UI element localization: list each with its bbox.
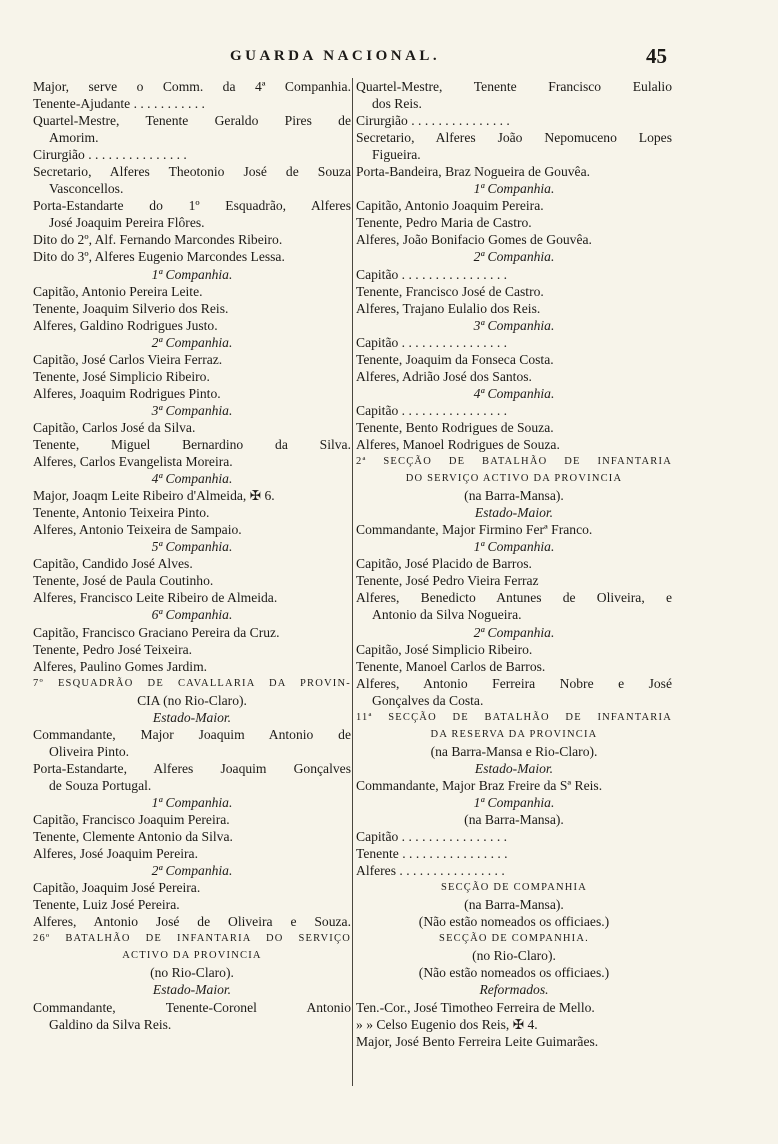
right-column-line: (na Barra-Mansa). xyxy=(464,812,564,828)
left-column-line: Porta-Estandarte do 1º Esquadrão, Alferes xyxy=(33,198,351,214)
right-column-line: SECÇÃO DE COMPANHIA. xyxy=(439,933,589,945)
left-column-line: Capitão, José Carlos Vieira Ferraz. xyxy=(33,351,223,367)
right-column-line: Alferes, Trajano Eulalio dos Reis. xyxy=(356,300,541,316)
page-number: 45 xyxy=(646,44,667,68)
left-column-line: Alferes, Francisco Leite Ribeiro de Almeida. xyxy=(33,590,278,606)
right-column-line: Commandante, Major Braz Freire da Sª Reis. xyxy=(356,777,603,793)
left-column-line: Cirurgião . . . . . . . . . . . . . . . xyxy=(33,147,187,163)
left-column-line: Capitão, Francisco Graciano Pereira da Cruz. xyxy=(33,624,280,640)
right-column-line: 1ª Companhia. xyxy=(473,539,555,555)
left-column-line: Alferes, Antonio José de Oliveira e Souza. xyxy=(33,914,351,930)
left-column-line: Alferes, Antonio Teixeira de Sampaio. xyxy=(33,522,242,538)
left-column-line: 1ª Companhia. xyxy=(151,794,233,810)
left-column-line: Major, Joaqm Leite Ribeiro d'Almeida, ✠ 6. xyxy=(33,488,275,504)
right-column-line: 3ª Companhia. xyxy=(473,317,555,333)
left-column-line: Capitão, Francisco Joaquim Pereira. xyxy=(33,812,230,828)
left-column-line: Dito do 3º, Alferes Eugenio Marcondes Lessa. xyxy=(33,249,285,265)
left-column-line: 2ª Companhia. xyxy=(151,334,233,350)
right-column-line: Alferes, Benedicto Antunes de Oliveira, e xyxy=(356,590,672,606)
left-column-line: Tenente-Ajudante . . . . . . . . . . . xyxy=(33,96,205,112)
left-column-line: Tenente, Pedro José Teixeira. xyxy=(33,641,193,657)
left-column-line: Commandante, Major Joaquim Antonio de xyxy=(33,726,351,742)
right-column xyxy=(352,78,672,1086)
right-column-line: Tenente, Bento Rodrigues de Souza. xyxy=(356,419,554,435)
left-column-line: Tenente, José Simplicio Ribeiro. xyxy=(33,368,210,384)
left-column-line: Tenente, Joaquim Silverio dos Reis. xyxy=(33,300,229,316)
left-column-line: Capitão, Joaquim José Pereira. xyxy=(33,880,201,896)
right-column-line: 1ª Companhia. xyxy=(473,181,555,197)
left-column-line: Quartel-Mestre, Tenente Geraldo Pires de xyxy=(33,113,351,129)
right-column-line: Quartel-Mestre, Tenente Francisco Eulalio xyxy=(356,79,672,94)
left-column-line: Tenente, Clemente Antonio da Silva. xyxy=(33,829,233,845)
right-column-line: Alferes, João Bonifacio Gomes de Gouvêa. xyxy=(356,232,592,248)
left-column-line: Major, serve o Comm. da 4ª Companhia. xyxy=(33,79,351,94)
left-column-line: Alferes, Joaquim Rodrigues Pinto. xyxy=(33,385,221,401)
right-column-line: Alferes, Antonio Ferreira Nobre e José xyxy=(356,675,672,691)
right-column-line: Porta-Bandeira, Braz Nogueira de Gouvêa. xyxy=(356,164,591,180)
left-column xyxy=(33,78,351,1033)
right-column-line: 11ª SECÇÃO DE BATALHÃO DE INFANTARIA xyxy=(356,711,672,723)
right-column-line: Capitão, José Simplicio Ribeiro. xyxy=(356,641,533,657)
left-column-line: Alferes, José Joaquim Pereira. xyxy=(33,846,198,862)
left-column-line: Dito do 2º, Alf. Fernando Marcondes Ribeiro. xyxy=(33,232,283,248)
left-column-line: 1ª Companhia. xyxy=(151,266,233,282)
left-column-line: Estado-Maior. xyxy=(152,982,232,998)
right-column-line: Tenente, Manoel Carlos de Barros. xyxy=(356,658,546,674)
right-column-line: Capitão . . . . . . . . . . . . . . . . xyxy=(356,402,508,418)
running-title: GUARDA NACIONAL. xyxy=(230,48,441,64)
right-column-line: DA RESERVA DA PROVINCIA xyxy=(430,728,598,740)
right-column-line: Figueira. xyxy=(372,147,421,163)
left-column-line: José Joaquim Pereira Flôres. xyxy=(49,215,205,231)
left-column-line: 2ª Companhia. xyxy=(151,863,233,879)
left-column-line: Capitão, Carlos José da Silva. xyxy=(33,419,196,435)
right-column-line: 4ª Companhia. xyxy=(473,385,555,401)
left-column-line: Commandante, Tenente-Coronel Antonio xyxy=(33,999,351,1015)
left-column-line: 4ª Companhia. xyxy=(151,471,233,487)
right-column-line: (na Barra-Mansa). xyxy=(464,897,564,913)
left-column-line: ACTIVO DA PROVINCIA xyxy=(122,950,262,962)
right-column-line: Cirurgião . . . . . . . . . . . . . . . xyxy=(356,113,510,129)
right-column-line: Alferes, Adrião José dos Santos. xyxy=(356,368,532,384)
left-column-line: Tenente, Miguel Bernardino da Silva. xyxy=(33,436,351,452)
right-column-line: (Não estão nomeados os officiaes.) xyxy=(418,965,610,981)
right-column-line: Tenente, Joaquim da Fonseca Costa. xyxy=(356,351,554,367)
right-column-line: (no Rio-Claro). xyxy=(472,948,556,964)
right-column-line: Capitão, José Placido de Barros. xyxy=(356,556,532,572)
right-column-line: » » Celso Eugenio dos Reis, ✠ 4. xyxy=(356,1016,538,1032)
left-column-line: (no Rio-Claro). xyxy=(150,965,234,981)
right-column-line: Secretario, Alferes João Nepomuceno Lopes xyxy=(356,130,672,146)
right-column-line: Tenente . . . . . . . . . . . . . . . . xyxy=(356,846,508,862)
right-column-line: SECÇÃO DE COMPANHIA xyxy=(440,882,588,894)
right-column-line: Antonio da Silva Nogueira. xyxy=(372,607,522,623)
left-column-line: 26º BATALHÃO DE INFANTARIA DO SERVIÇO xyxy=(33,933,351,945)
right-column-line: dos Reis. xyxy=(372,96,422,112)
right-column-line: Capitão, Antonio Joaquim Pereira. xyxy=(356,198,544,214)
left-column-line: 6ª Companhia. xyxy=(151,607,233,623)
left-column-line: Tenente, Luiz José Pereira. xyxy=(33,897,180,913)
left-column-line: Porta-Estandarte, Alferes Joaquim Gonçalves xyxy=(33,760,351,776)
right-column-line: Major, José Bento Ferreira Leite Guimarães. xyxy=(356,1033,599,1049)
left-column-line: de Souza Portugal. xyxy=(49,777,152,793)
right-column-line: Reformados. xyxy=(479,982,549,998)
right-column-line: 2ª SECÇÃO DE BATALHÃO DE INFANTARIA xyxy=(356,456,672,468)
right-column-line: Capitão . . . . . . . . . . . . . . . . xyxy=(356,334,508,350)
right-column-line: Capitão . . . . . . . . . . . . . . . . xyxy=(356,266,508,282)
left-column-line: Vasconcellos. xyxy=(49,181,124,197)
left-column-line: Estado-Maior. xyxy=(152,709,232,725)
right-column-line: Estado-Maior. xyxy=(474,505,554,521)
left-column-line: Alferes, Paulino Gomes Jardim. xyxy=(33,658,208,674)
right-column-line: 1ª Companhia. xyxy=(473,794,555,810)
right-column-line: (na Barra-Mansa). xyxy=(464,488,564,504)
right-column-line: 2ª Companhia. xyxy=(473,624,555,640)
right-column-line: Tenente, Francisco José de Castro. xyxy=(356,283,544,299)
left-column-line: 3ª Companhia. xyxy=(151,402,233,418)
right-column-line: Gonçalves da Costa. xyxy=(372,692,484,708)
right-column-line: Ten.-Cor., José Timotheo Ferreira de Mello. xyxy=(356,999,595,1015)
left-column-line: Oliveira Pinto. xyxy=(49,743,130,759)
left-column-line: Alferes, Galdino Rodrigues Justo. xyxy=(33,317,218,333)
left-column-line: Capitão, Antonio Pereira Leite. xyxy=(33,283,203,299)
left-column-line: Tenente, José de Paula Coutinho. xyxy=(33,573,214,589)
left-column-line: CIA (no Rio-Claro). xyxy=(137,692,247,708)
right-column-line: Commandante, Major Firmino Ferª Franco. xyxy=(356,522,593,538)
left-column-line: Amorim. xyxy=(49,130,99,146)
right-column-line: Tenente, José Pedro Vieira Ferraz xyxy=(356,573,539,589)
right-column-line: Alferes, Manoel Rodrigues de Souza. xyxy=(356,436,560,452)
left-column-line: Secretario, Alferes Theotonio José de Souza xyxy=(33,164,351,180)
right-column-line: Alferes . . . . . . . . . . . . . . . . xyxy=(356,863,505,879)
right-column-line: (Não estão nomeados os officiaes.) xyxy=(418,914,610,930)
right-column-line: Capitão . . . . . . . . . . . . . . . . xyxy=(356,829,508,845)
right-column-line: DO SERVIÇO ACTIVO DA PROVINCIA xyxy=(405,473,623,485)
page-header xyxy=(0,44,778,72)
right-column-line: 2ª Companhia. xyxy=(473,249,555,265)
left-column-line: 7º ESQUADRÃO DE CAVALLARIA DA PROVIN- xyxy=(33,677,351,689)
left-column-line: Tenente, Antonio Teixeira Pinto. xyxy=(33,505,210,521)
left-column-line: 5ª Companhia. xyxy=(151,539,233,555)
right-column-line: (na Barra-Mansa e Rio-Claro). xyxy=(430,743,598,759)
right-column-line: Estado-Maior. xyxy=(474,760,554,776)
left-column-line: Galdino da Silva Reis. xyxy=(49,1016,172,1032)
left-column-line: Alferes, Carlos Evangelista Moreira. xyxy=(33,454,233,470)
left-column-line: Capitão, Candido José Alves. xyxy=(33,556,193,572)
right-column-line: Tenente, Pedro Maria de Castro. xyxy=(356,215,532,231)
